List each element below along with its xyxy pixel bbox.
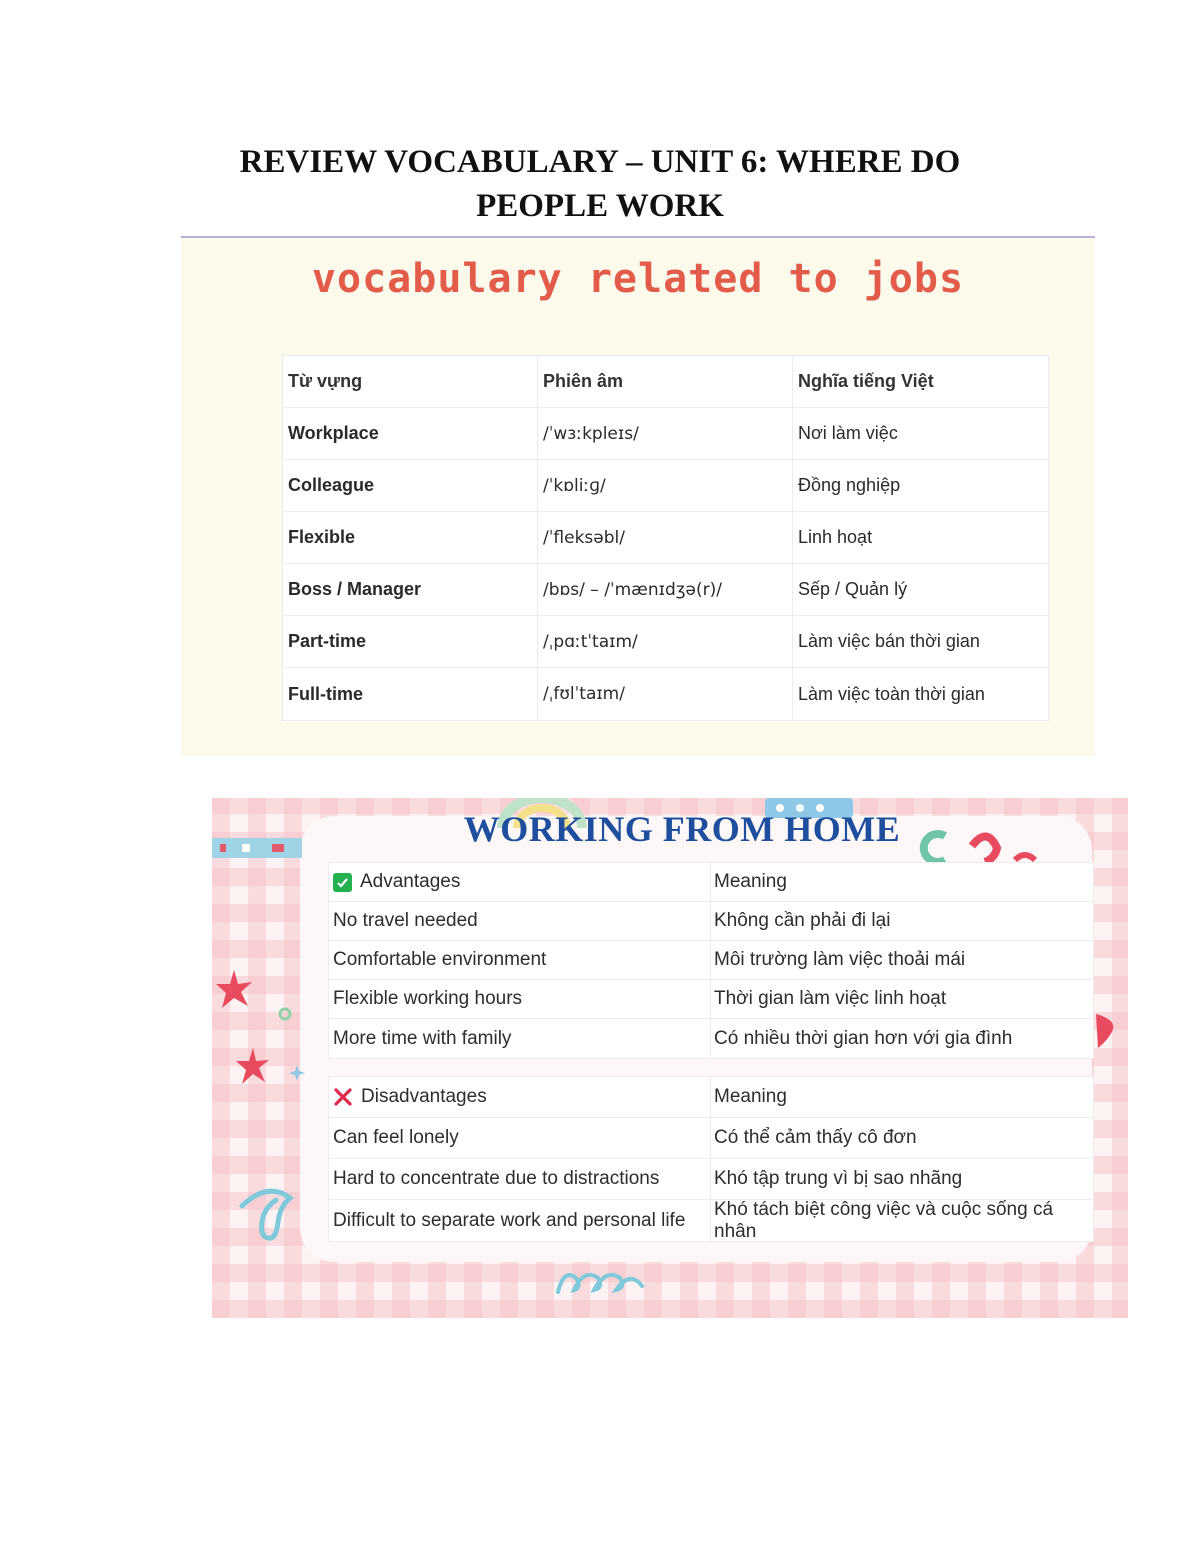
advantages-table [328, 862, 1094, 1059]
disadvantage-meaning: Khó tách biệt công việc và cuộc sống cá nhân [714, 1198, 1054, 1242]
table-row [329, 1118, 1093, 1159]
advantage-text: No travel needed [329, 902, 711, 940]
cross-icon [333, 1087, 353, 1107]
vocab-ipa: /bɒs/ – /ˈmænɪdʒə(r)/ [538, 564, 793, 615]
vocab-word: Flexible [283, 512, 538, 563]
meaning-header: Meaning [714, 871, 787, 892]
column-header-word: Từ vựng [283, 356, 538, 407]
document-title-line-2: PEOPLE WORK [476, 188, 724, 224]
vocab-ipa: /ˈkɒliːɡ/ [538, 460, 793, 511]
vocab-meaning: Nơi làm việc [798, 423, 898, 443]
vocab-ipa: /ˈwɜːkpleɪs/ [538, 408, 793, 459]
advantages-header-label: Advantages [360, 871, 461, 892]
vocabulary-header-row [283, 356, 1048, 408]
disadvantages-header-row [329, 1077, 1093, 1118]
disadvantage-meaning: Có thể cảm thấy cô đơn [714, 1127, 917, 1148]
table-row [329, 941, 1093, 980]
working-from-home-panel [212, 798, 1128, 1318]
vocab-word: Colleague [283, 460, 538, 511]
loop-decoration [238, 1186, 298, 1246]
advantage-meaning: Không cần phải đi lại [714, 910, 891, 931]
table-row [329, 980, 1093, 1019]
table-row [283, 512, 1048, 564]
star-decoration [234, 1046, 272, 1088]
vocab-ipa: /ˌpɑːtˈtaɪm/ [538, 616, 793, 667]
circle-decoration [277, 1006, 293, 1022]
check-box-icon [333, 873, 352, 892]
working-from-home-title: WORKING FROM HOME [463, 809, 901, 849]
vocabulary-panel [181, 236, 1095, 756]
disadvantage-text: Hard to concentrate due to distractions [329, 1159, 711, 1199]
table-row [283, 616, 1048, 668]
table-row [329, 1019, 1093, 1058]
advantage-meaning: Môi trường làm việc thoải mái [714, 949, 966, 970]
disadvantages-table [328, 1076, 1094, 1242]
advantage-text: More time with family [329, 1019, 711, 1058]
vocab-word: Boss / Manager [283, 564, 538, 615]
vocab-word: Full-time [283, 668, 538, 720]
vocab-ipa: /ˌfʊlˈtaɪm/ [538, 668, 793, 720]
column-header-ipa: Phiên âm [538, 356, 793, 407]
advantages-header [329, 863, 711, 901]
advantage-meaning: Có nhiều thời gian hơn với gia đình [714, 1027, 1013, 1049]
document-title-line-1: REVIEW VOCABULARY – UNIT 6: WHERE DO [239, 144, 961, 180]
table-row [283, 408, 1048, 460]
vocab-meaning: Làm việc bán thời gian [798, 631, 980, 651]
disadvantages-header [329, 1077, 711, 1117]
sparkle-decoration [287, 1063, 307, 1083]
heart-decoration [1092, 1010, 1122, 1050]
vocab-meaning: Linh hoạt [798, 527, 873, 547]
table-row [329, 1159, 1093, 1200]
vocab-meaning: Đồng nghiệp [798, 475, 901, 495]
advantage-meaning: Thời gian làm việc linh hoạt [714, 988, 947, 1009]
column-header-meaning: Nghĩa tiếng Việt [798, 371, 934, 391]
vocab-word: Part-time [283, 616, 538, 667]
vocab-meaning: Sếp / Quản lý [798, 579, 908, 599]
vocab-word: Workplace [283, 408, 538, 459]
disadvantage-meaning: Khó tập trung vì bị sao nhãng [714, 1168, 963, 1189]
advantage-text: Comfortable environment [329, 941, 711, 979]
advantages-header-row [329, 863, 1093, 902]
star-decoration [214, 968, 254, 1012]
table-row [329, 902, 1093, 941]
document-title [180, 140, 1020, 228]
vocab-meaning: Làm việc toàn thời gian [798, 683, 985, 704]
table-row [329, 1200, 1093, 1241]
disadvantages-header-label: Disadvantages [361, 1086, 487, 1107]
table-row [283, 460, 1048, 512]
advantage-text: Flexible working hours [329, 980, 711, 1018]
vocabulary-table [282, 355, 1049, 721]
swirl-decoration [554, 1264, 646, 1298]
vocabulary-heading: vocabulary related to jobs [311, 256, 965, 302]
table-row [283, 668, 1048, 720]
meaning-header: Meaning [714, 1086, 787, 1107]
vocab-ipa: /ˈfleksəbl/ [538, 512, 793, 563]
table-row [283, 564, 1048, 616]
disadvantage-text: Can feel lonely [329, 1118, 711, 1158]
disadvantage-text: Difficult to separate work and personal life [329, 1200, 711, 1241]
